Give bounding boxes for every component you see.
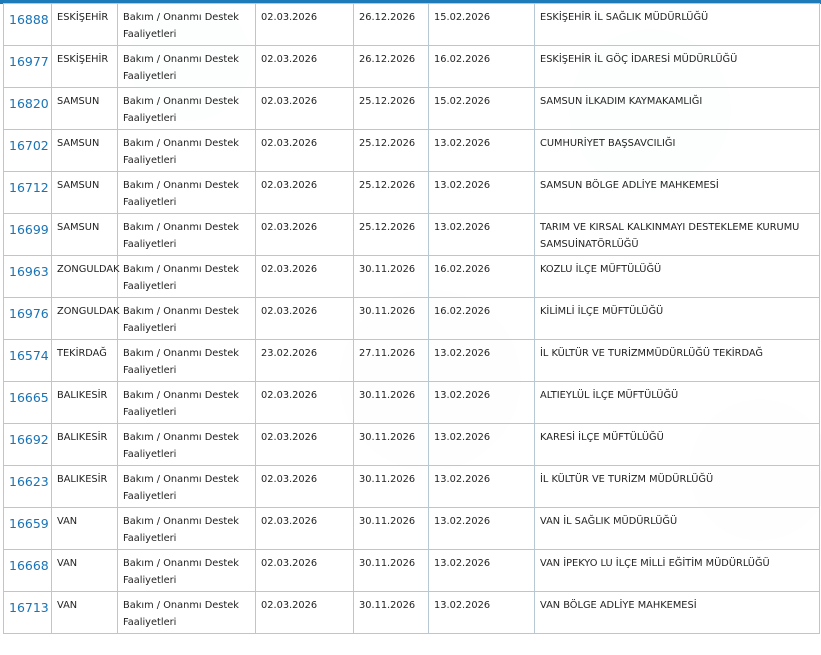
institution-cell: CUMHURİYET BAŞSAVCILIĞI (535, 130, 820, 172)
end-date-cell: 30.11.2026 (354, 298, 429, 340)
record-id-link[interactable]: 16702 (4, 130, 52, 172)
end-date-cell: 30.11.2026 (354, 466, 429, 508)
activity-cell: Bakım / Onanmı Destek Faaliyetleri (118, 130, 256, 172)
record-id-link[interactable]: 16820 (4, 88, 52, 130)
record-id-link[interactable]: 16668 (4, 550, 52, 592)
start-date-cell: 02.03.2026 (256, 550, 354, 592)
table-row (4, 550, 820, 592)
end-date-cell: 27.11.2026 (354, 340, 429, 382)
announce-date-cell: 13.02.2026 (429, 508, 535, 550)
announce-date-cell: 13.02.2026 (429, 424, 535, 466)
announce-date-cell: 13.02.2026 (429, 550, 535, 592)
record-id-link[interactable]: 16659 (4, 508, 52, 550)
institution-cell: ESKİŞEHİR İL GÖÇ İDARESİ MÜDÜRLÜĞÜ (535, 46, 820, 88)
announce-date-cell: 13.02.2026 (429, 592, 535, 634)
record-id-link[interactable]: 16977 (4, 46, 52, 88)
institution-cell: VAN İPEKYO LU İLÇE MİLLİ EĞİTİM MÜDÜRLÜĞÜ (535, 550, 820, 592)
city-cell: TEKİRDAĞ (52, 340, 118, 382)
start-date-cell: 02.03.2026 (256, 214, 354, 256)
table-row (4, 130, 820, 172)
start-date-cell: 02.03.2026 (256, 46, 354, 88)
end-date-cell: 30.11.2026 (354, 550, 429, 592)
city-cell: BALIKESİR (52, 466, 118, 508)
record-id-link[interactable]: 16713 (4, 592, 52, 634)
activity-cell: Bakım / Onanmı Destek Faaliyetleri (118, 4, 256, 46)
record-id-link[interactable]: 16574 (4, 340, 52, 382)
table-row (4, 256, 820, 298)
city-cell: BALIKESİR (52, 382, 118, 424)
start-date-cell: 02.03.2026 (256, 130, 354, 172)
announce-date-cell: 16.02.2026 (429, 298, 535, 340)
activity-cell: Bakım / Onanmı Destek Faaliyetleri (118, 298, 256, 340)
institution-cell: ALTIEYLÜL İLÇE MÜFTÜLÜĞÜ (535, 382, 820, 424)
institution-cell: İL KÜLTÜR VE TURİZM MÜDÜRLÜĞÜ (535, 466, 820, 508)
city-cell: SAMSUN (52, 130, 118, 172)
activity-cell: Bakım / Onanmı Destek Faaliyetleri (118, 46, 256, 88)
announce-date-cell: 15.02.2026 (429, 88, 535, 130)
start-date-cell: 02.03.2026 (256, 88, 354, 130)
table-row (4, 592, 820, 634)
table-row (4, 298, 820, 340)
end-date-cell: 30.11.2026 (354, 508, 429, 550)
institution-cell: İL KÜLTÜR VE TURİZMMÜDÜRLÜĞÜ TEKİRDAĞ (535, 340, 820, 382)
city-cell: ZONGULDAK (52, 298, 118, 340)
start-date-cell: 02.03.2026 (256, 466, 354, 508)
announce-date-cell: 13.02.2026 (429, 466, 535, 508)
institution-cell: VAN BÖLGE ADLİYE MAHKEMESİ (535, 592, 820, 634)
record-id-link[interactable]: 16692 (4, 424, 52, 466)
institution-cell: KOZLU İLÇE MÜFTÜLÜĞÜ (535, 256, 820, 298)
end-date-cell: 25.12.2026 (354, 88, 429, 130)
tender-table-body (4, 4, 820, 634)
record-id-link[interactable]: 16665 (4, 382, 52, 424)
end-date-cell: 25.12.2026 (354, 214, 429, 256)
record-id-link[interactable]: 16623 (4, 466, 52, 508)
start-date-cell: 23.02.2026 (256, 340, 354, 382)
activity-cell: Bakım / Onanmı Destek Faaliyetleri (118, 508, 256, 550)
start-date-cell: 02.03.2026 (256, 508, 354, 550)
end-date-cell: 30.11.2026 (354, 424, 429, 466)
city-cell: ESKİŞEHİR (52, 46, 118, 88)
record-id-link[interactable]: 16963 (4, 256, 52, 298)
institution-cell: KİLİMLİ İLÇE MÜFTÜLÜĞÜ (535, 298, 820, 340)
end-date-cell: 30.11.2026 (354, 382, 429, 424)
announce-date-cell: 16.02.2026 (429, 46, 535, 88)
start-date-cell: 02.03.2026 (256, 382, 354, 424)
city-cell: VAN (52, 592, 118, 634)
announce-date-cell: 13.02.2026 (429, 340, 535, 382)
city-cell: SAMSUN (52, 214, 118, 256)
table-row (4, 46, 820, 88)
table-row (4, 424, 820, 466)
end-date-cell: 25.12.2026 (354, 172, 429, 214)
activity-cell: Bakım / Onanmı Destek Faaliyetleri (118, 340, 256, 382)
institution-cell: ESKİŞEHİR İL SAĞLIK MÜDÜRLÜĞÜ (535, 4, 820, 46)
start-date-cell: 02.03.2026 (256, 172, 354, 214)
activity-cell: Bakım / Onanmı Destek Faaliyetleri (118, 550, 256, 592)
record-id-link[interactable]: 16712 (4, 172, 52, 214)
city-cell: SAMSUN (52, 172, 118, 214)
city-cell: ZONGULDAK (52, 256, 118, 298)
activity-cell: Bakım / Onanmı Destek Faaliyetleri (118, 88, 256, 130)
start-date-cell: 02.03.2026 (256, 298, 354, 340)
record-id-link[interactable]: 16888 (4, 4, 52, 46)
table-row (4, 88, 820, 130)
activity-cell: Bakım / Onanmı Destek Faaliyetleri (118, 592, 256, 634)
institution-cell: KARESİ İLÇE MÜFTÜLÜĞÜ (535, 424, 820, 466)
table-row (4, 214, 820, 256)
start-date-cell: 02.03.2026 (256, 424, 354, 466)
activity-cell: Bakım / Onanmı Destek Faaliyetleri (118, 172, 256, 214)
end-date-cell: 30.11.2026 (354, 256, 429, 298)
city-cell: SAMSUN (52, 88, 118, 130)
end-date-cell: 25.12.2026 (354, 130, 429, 172)
institution-cell: SAMSUN BÖLGE ADLİYE MAHKEMESİ (535, 172, 820, 214)
record-id-link[interactable]: 16976 (4, 298, 52, 340)
institution-cell: VAN İL SAĞLIK MÜDÜRLÜĞÜ (535, 508, 820, 550)
start-date-cell: 02.03.2026 (256, 256, 354, 298)
table-row (4, 382, 820, 424)
tender-table (3, 3, 820, 634)
city-cell: BALIKESİR (52, 424, 118, 466)
end-date-cell: 26.12.2026 (354, 46, 429, 88)
start-date-cell: 02.03.2026 (256, 592, 354, 634)
activity-cell: Bakım / Onanmı Destek Faaliyetleri (118, 382, 256, 424)
table-row (4, 172, 820, 214)
end-date-cell: 30.11.2026 (354, 592, 429, 634)
table-row (4, 340, 820, 382)
table-row (4, 466, 820, 508)
announce-date-cell: 13.02.2026 (429, 172, 535, 214)
table-row (4, 4, 820, 46)
city-cell: ESKİŞEHİR (52, 4, 118, 46)
table-row (4, 508, 820, 550)
announce-date-cell: 13.02.2026 (429, 382, 535, 424)
city-cell: VAN (52, 550, 118, 592)
announce-date-cell: 15.02.2026 (429, 4, 535, 46)
announce-date-cell: 16.02.2026 (429, 256, 535, 298)
activity-cell: Bakım / Onanmı Destek Faaliyetleri (118, 214, 256, 256)
city-cell: VAN (52, 508, 118, 550)
institution-cell: SAMSUN İLKADIM KAYMAKAMLIĞI (535, 88, 820, 130)
announce-date-cell: 13.02.2026 (429, 130, 535, 172)
announce-date-cell: 13.02.2026 (429, 214, 535, 256)
activity-cell: Bakım / Onanmı Destek Faaliyetleri (118, 466, 256, 508)
activity-cell: Bakım / Onanmı Destek Faaliyetleri (118, 256, 256, 298)
institution-cell: TARIM VE KIRSAL KALKINMAYI DESTEKLEME KURUMU SAMSUİNATÖRLÜĞÜ (535, 214, 820, 256)
start-date-cell: 02.03.2026 (256, 4, 354, 46)
record-id-link[interactable]: 16699 (4, 214, 52, 256)
activity-cell: Bakım / Onanmı Destek Faaliyetleri (118, 424, 256, 466)
end-date-cell: 26.12.2026 (354, 4, 429, 46)
